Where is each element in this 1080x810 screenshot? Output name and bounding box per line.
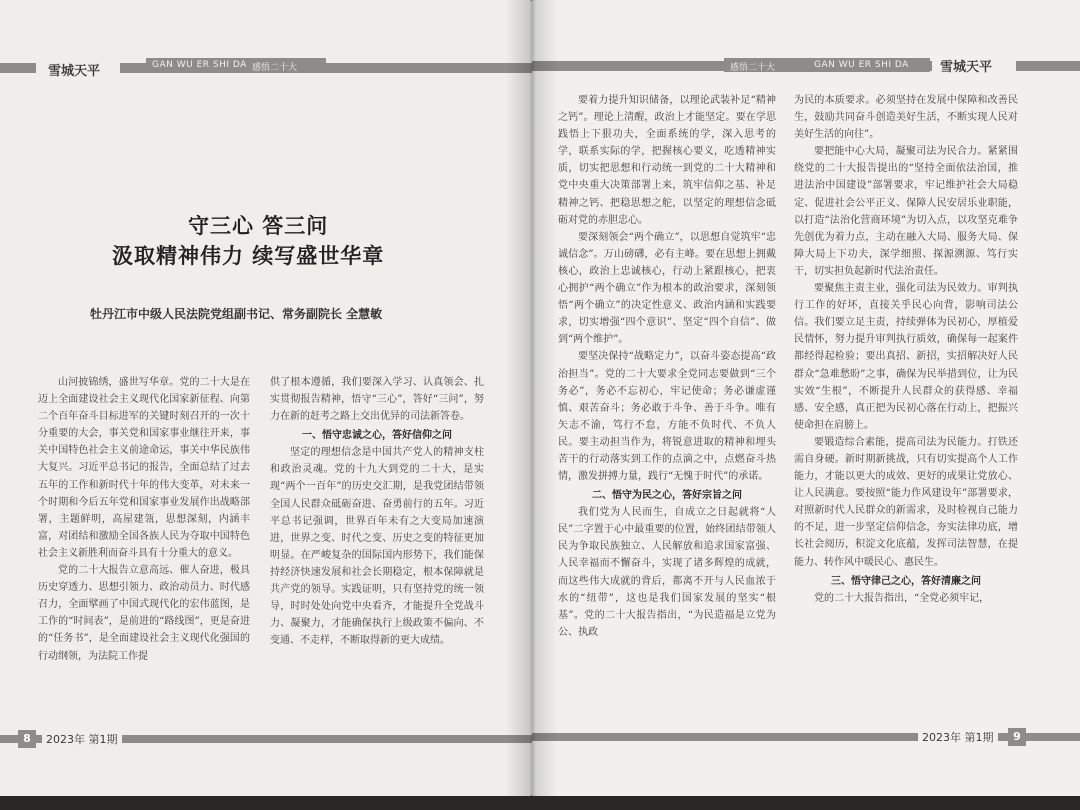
paragraph: 要锻造综合素能，提高司法为民能力。打铁还需自身硬。新时期新挑战，只有切实提高个人工作能力，才能以更大的成效、更好的成果让党放心、让人民满意。要按照“能力作风建设年”部署要求，对照新时代人民群众的新需求，及时检视自己能力的不足，进一步坚定信仰信念，夯实法律功底，增长社会阅历，积淀文化底蕴，发挥司法智慧，在提能力、转作风中暖民心、惠民生。 bbox=[794, 436, 1018, 568]
paragraph: 我们党为人民而生，自成立之日起就将“人民”二字置于心中最重要的位置，始终团结带领人民为争取民族独立、人民解放和追求国家富强、人民幸福而不懈奋斗，实现了诸多辉煌的成就，而这些伟大成就的背后，都离不开与人民血浓于水的“纽带”，这也是我们国家发展的坚实“根基”。党的二十大报告指出，“为民造福是立党为公、执政 bbox=[558, 507, 776, 638]
paragraph: 要聚焦主责主业，强化司法为民效力。审判执行工作的好坏，直接关乎民心向背，影响司法公信。我们要立足主责，持续弹体为民初心，厚植爱民情怀，努力提升审判执行质效，确保每一起案件都经得起检验；要出真招、新招，实招解决好人民群众“急难愁盼”之事，确保为民举措到位，让为民实效“生根”，不断提升人民群众的获得感、幸福感、安全感，真正把为民初心落在行动上，把振兴使命担在肩膀上。 bbox=[794, 283, 1018, 431]
right-page-number: 9 bbox=[1008, 728, 1026, 746]
paragraph: 党的二十大报告立意高远、催人奋进，极具历史穿透力、思想引领力、政治动员力、时代感召力，全面擘画了中国式现代化的宏伟蓝图，是工作的“时间表”，是前进的“路线图”，更是奋进的“任务书”，是全面建设社会主义现代化强国的行动纲领，为法院工作提 bbox=[38, 565, 250, 662]
paragraph: 山河披锦绣，盛世写华章。党的二十大是在迈上全面建设社会主义现代化国家新征程、向第二个百年奋斗目标进军的关键时刻召开的一次十分重要的大会，事关党和国家事业继往开来，事关中国特色社会主义前途命运，事关中华民族伟大复兴。习近平总书记的报告，全面总结了过去五年的工作和新时代十年的伟大变革，对未来一个时期和今后五年党和国家事业发展作出战略部署，主题鲜明，高屋建瓴，思想深刻，内涵丰富，对团结和激励全国各族人民为夺取中国特色社会主义新胜利而奋斗具有十分重大的意义。 bbox=[38, 377, 250, 559]
right-issue-label: 2023年 第1期 bbox=[918, 729, 998, 745]
paragraph: 坚定的理想信念是中国共产党人的精神支柱和政治灵魂。党的十九大到党的二十大，是实现“两个一百年”的历史交汇期，是我党团结带领全国人民群众砥砺奋进、奋勇前行的五年。习近平总书记强调，世界百年未有之大变局加速演进，世界之变、时代之变、历史之变的特征更加明显。在严峻复杂的国际国内形势下，我们能保持经济快速发展和社会长期稳定，根本保障就是共产党的领导。实践证明，只有坚持党的统一领导，时时处处向党中央看齐，才能提升全党战斗力、凝聚力，才能确保执行上级政策不偏向、不变通、不走样，不断取得新的更大成绩。 bbox=[270, 447, 484, 647]
left-header-pinyin: GAN WU ER SHI DA bbox=[152, 60, 247, 70]
left-column-1 bbox=[38, 374, 250, 665]
paragraph: 要坚决保持“战略定力”，以奋斗姿态提高“政治担当”。党的二十大要求全党同志要做到“三个务必”，务必不忘初心，牢记使命；务必谦虚谨慎、艰苦奋斗；务必敢于斗争、善于斗争。唯有矢志不渝，笃行不怠，方能不负时代、不负人民。要主动担当作为，将锐意进取的精神和埋头苦干的行动落实到工作的点滴之中，点燃奋斗热情，激发拼搏力量，践行“无愧于时代”的承诺。 bbox=[558, 351, 776, 483]
left-issue-label: 2023年 第1期 bbox=[42, 731, 122, 747]
left-header-magazine: 雪城天平 bbox=[48, 64, 101, 79]
right-page bbox=[532, 0, 1080, 796]
right-footer-bar bbox=[532, 733, 1080, 741]
left-page bbox=[0, 0, 532, 796]
paragraph: 为民的本质要求。必须坚持在发展中保障和改善民生，鼓励共同奋斗创造美好生活，不断实现人民对美好生活的向往”。 bbox=[794, 95, 1018, 141]
article-byline: 牡丹江市中级人民法院党组副书记、常务副院长 全慧敏 bbox=[90, 307, 383, 321]
article-title-line2: 汲取精神伟力 续写盛世华章 bbox=[112, 244, 385, 268]
section-heading: 二、悟守为民之心，答好宗旨之问 bbox=[592, 490, 742, 502]
paragraph: 要深刻领会“两个确立”，以思想自觉筑牢“忠诚信念”。万山磅礴，必有主峰。要在思想上拥戴核心，政治上忠诚核心，行动上紧跟核心，把衷心拥护“两个确立”作为根本的政治要求，深刻领悟“两个确立”的决定性意义、政治内涵和实践要求，切实增强“四个意识”、坚定“四个自信”、做到“两个维护”。 bbox=[558, 231, 776, 346]
paragraph: 供了根本遵循，我们要深入学习、认真领会、扎实贯彻报告精神，悟守“三心”，答好“三问”，努力在新的赶考之路上交出优异的司法新答卷。 bbox=[270, 377, 484, 423]
right-column-2 bbox=[794, 92, 1018, 607]
section-heading: 三、悟守律己之心，答好清廉之问 bbox=[831, 575, 981, 587]
paragraph: 要着力提升知识储备，以理论武装补足“精神之钙”。理论上清醒，政治上才能坚定。要在学思践悟上下狠功夫，全面系统的学，深入思考的学，联系实际的学，把握核心要义，吃透精神实质，切实把思想和行动统一到党的二十大精神和党中央重大决策部署上来，筑牢信仰之基、补足精神之钙、把稳思想之舵，以坚定的理想信念砥砺对党的赤胆忠心。 bbox=[558, 95, 776, 226]
left-page-number: 8 bbox=[18, 730, 36, 748]
article-title-line1: 守三心 答三问 bbox=[188, 214, 329, 238]
right-header-magazine: 雪城天平 bbox=[940, 60, 993, 75]
paragraph: 党的二十大报告指出，“全党必须牢记， bbox=[814, 592, 990, 604]
left-header-section: 感悟二十大 bbox=[252, 63, 298, 73]
right-header-pinyin: GAN WU ER SHI DA bbox=[814, 60, 909, 70]
paragraph: 要把能中心大局，凝聚司法为民合力。紧紧围绕党的二十大报告提出的“坚持全面依法治国，推进法治中国建设”部署要求，牢记维护社会大局稳定、促进社会公平正义、保障人民安居乐业职能，以打造“法治化营商环境”为切入点，以攻坚克难争先创优为着力点，主动在融入大局、服务大局、保障大局上下功夫，深学细照、探源溯源、笃行实干，切实担负起新时代法治责任。 bbox=[794, 146, 1018, 277]
section-heading: 一、悟守忠诚之心，答好信仰之问 bbox=[302, 430, 452, 442]
right-column-1 bbox=[558, 92, 776, 641]
left-column-2 bbox=[270, 374, 484, 649]
right-header-section: 感悟二十大 bbox=[730, 63, 776, 73]
